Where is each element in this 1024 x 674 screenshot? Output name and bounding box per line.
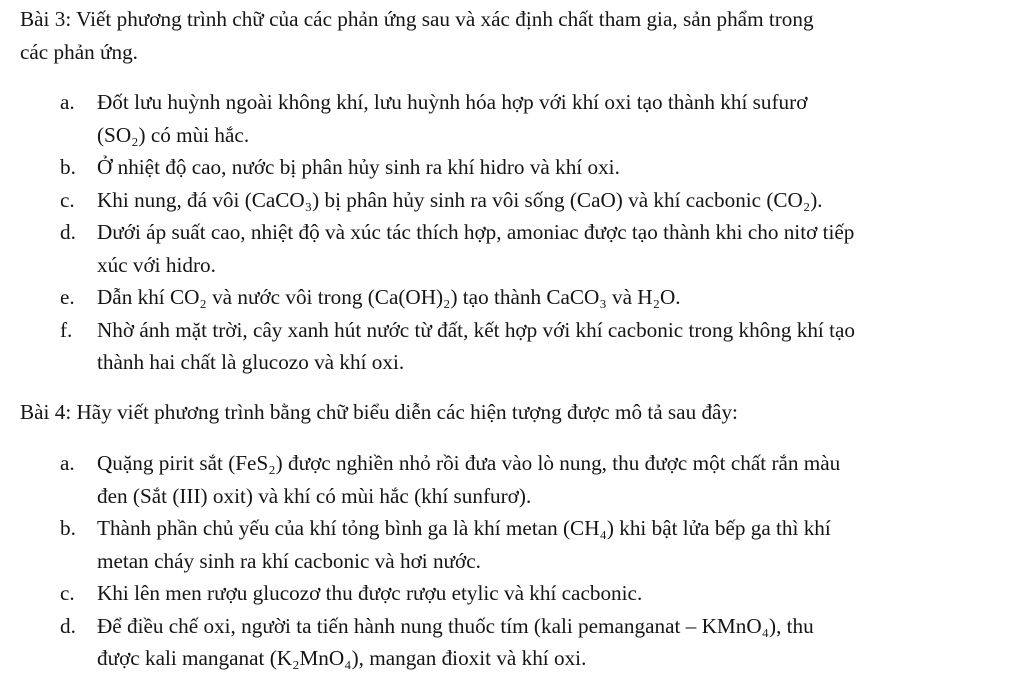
item-marker: d.	[60, 613, 76, 638]
item-marker: d.	[60, 220, 76, 244]
item-marker: b.	[60, 516, 76, 540]
item-marker: a.	[60, 451, 75, 475]
item-text-line-1: Khi nung, đá vôi (CaCO₃) bị phân hủy sinh ra vôi sống (CaO) và khí cacbonic (CO₂).	[97, 187, 823, 212]
item-text-line-2: metan cháy sinh ra khí cacbonic và hơi nước.	[97, 548, 481, 573]
item-marker: c.	[60, 187, 75, 212]
item-text-line-1: Thành phần chủ yếu của khí tỏng bình ga là khí metan (CH₄) khi bật lửa bếp ga thì khí	[97, 516, 831, 540]
item-text-line-1: Khi lên men rượu glucozơ thu được rượu etylic và khí cacbonic.	[97, 581, 643, 605]
item-text-line-1: Để điều chế oxi, người ta tiến hành nung thuốc tím (kali pemanganat – KMnO₄), thu	[97, 613, 814, 638]
exercise-4-heading-line-1: Bài 4: Hãy viết phương trình bằng chữ biểu diễn các hiện tượng được mô tả sau đây:	[20, 400, 738, 424]
exercise-4-heading	[20, 396, 738, 429]
list-item	[0, 610, 840, 674]
exercise-3-heading-line-1: Bài 3: Viết phương trình chữ của các phản ứng sau và xác định chất tham gia, sản phẩm trong	[20, 7, 814, 31]
exercise-4-list	[0, 447, 840, 674]
item-text-line-2: xúc với hidro.	[97, 252, 216, 277]
item-marker: e.	[60, 285, 75, 309]
list-item	[0, 86, 855, 151]
exercise-3-heading-line-2: các phản ứng.	[20, 39, 138, 64]
list-item	[0, 216, 855, 281]
item-text-line-1: Ở nhiệt độ cao, nước bị phân hủy sinh ra khí hidro và khí oxi.	[97, 155, 620, 179]
list-item	[0, 184, 855, 217]
item-text-line-2: (SO₂) có mùi hắc.	[97, 122, 250, 147]
list-item	[0, 151, 855, 184]
exercise-3-heading	[20, 3, 814, 68]
item-marker: c.	[60, 581, 75, 605]
list-item	[0, 314, 855, 379]
item-text-line-1: Đốt lưu huỳnh ngoài không khí, lưu huỳnh hóa hợp với khí oxi tạo thành khí sufurơ	[97, 90, 808, 114]
list-item	[0, 281, 855, 314]
item-text-line-1: Quặng pirit sắt (FeS₂) được nghiền nhỏ rồi đưa vào lò nung, thu được một chất rắn màu	[97, 451, 841, 475]
item-text-line-1: Dưới áp suất cao, nhiệt độ và xúc tác thích hợp, amoniac được tạo thành khi cho nitơ tiếp	[97, 220, 855, 244]
item-marker: f.	[60, 317, 73, 342]
list-item	[0, 447, 840, 512]
item-text-line-2: đen (Sắt (III) oxit) và khí có mùi hắc (khí sunfurơ).	[97, 483, 532, 508]
item-marker: b.	[60, 155, 76, 179]
item-text-line-2: thành hai chất là glucozo và khí oxi.	[97, 350, 405, 374]
list-item	[0, 577, 840, 610]
list-item	[0, 512, 840, 577]
item-text-line-1: Dẫn khí CO₂ và nước vôi trong (Ca(OH)₂) tạo thành CaCO₃ và H₂O.	[97, 285, 681, 309]
item-marker: a.	[60, 90, 75, 114]
exercise-3-list	[0, 86, 855, 379]
item-text-line-2: được kali manganat (K₂MnO₄), mangan đioxit và khí oxi.	[97, 646, 587, 670]
item-text-line-1: Nhờ ánh mặt trời, cây xanh hút nước từ đất, kết hợp với khí cacbonic trong không khí tạo	[97, 317, 856, 342]
